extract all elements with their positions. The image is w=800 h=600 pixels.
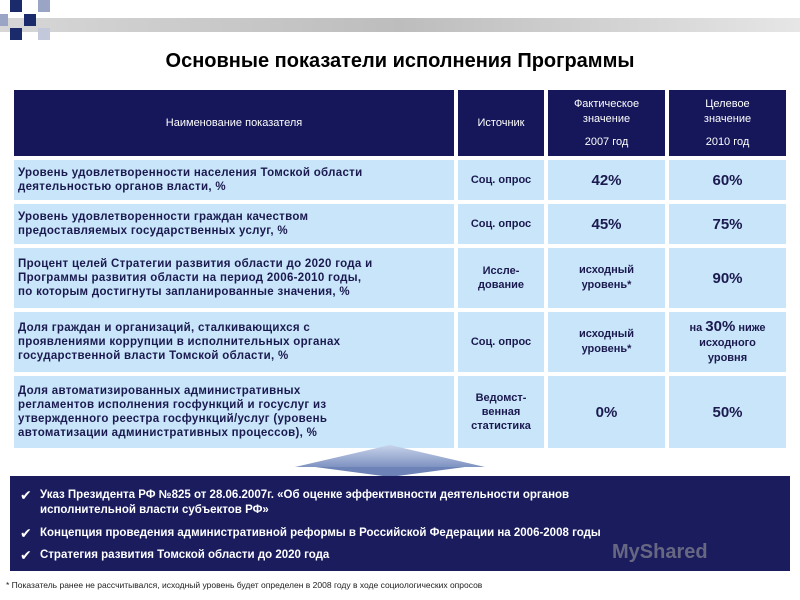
row-source: Ведомст- венная статистика xyxy=(458,376,544,448)
row-target: 50% xyxy=(669,376,786,448)
header-actual: Фактическое значение 2007 год xyxy=(548,90,665,156)
table-row xyxy=(14,248,786,308)
header-source: Источник xyxy=(458,90,544,156)
watermark-logo: MyShared xyxy=(612,541,708,563)
corner-squares-decor xyxy=(0,0,60,50)
table-header-row xyxy=(14,90,786,156)
header-name: Наименование показателя xyxy=(14,90,454,156)
row-actual: исходный уровень* xyxy=(548,312,665,372)
page-title: Основные показатели исполнения Программы xyxy=(165,50,635,72)
row-name: Доля граждан и организаций, сталкивающихся с проявлениями коррупции в исполнительных органах государственной власти Томской области, % xyxy=(14,312,454,372)
checkmark-icon: ✔ xyxy=(20,547,32,563)
table-row xyxy=(14,204,786,244)
row-name: Доля автоматизированных административных регламентов исполнения госфункций и госуслуг из утвержденного реестра госфункций/услуг (уровень автоматизации административных процессов), % xyxy=(14,376,454,448)
row-name: Уровень удовлетворенности граждан качеством предоставляемых государственных услуг, % xyxy=(14,204,454,244)
table-row xyxy=(14,376,786,448)
row-source: Соц. опрос xyxy=(458,204,544,244)
row-actual: 42% xyxy=(548,160,665,200)
row-source: Соц. опрос xyxy=(458,160,544,200)
table-row xyxy=(14,312,786,372)
row-target: 75% xyxy=(669,204,786,244)
row-name: Процент целей Стратегии развития области до 2020 года и Программы развития области на период 2006-2010 годы, по которым достигнуты запланированные значения, % xyxy=(14,248,454,308)
checkmark-icon: ✔ xyxy=(20,525,32,541)
row-target: 60% xyxy=(669,160,786,200)
legal-basis-box: ✔ Указ Президента РФ №825 от 28.06.2007г. «Об оценке эффективности деятельности органов исполнительной власти субъектов РФ» ✔ Концепция проведения административной реформы в Российской Федерации на 2006-2008 годы ✔ Стратегия развития Томской области до 2020 года xyxy=(10,476,790,571)
row-actual: 45% xyxy=(548,204,665,244)
footnote: * Показатель ранее не рассчитывался, исходный уровень будет определен в 2008 году в ходе социологических опросов xyxy=(6,580,483,590)
top-decor-bar xyxy=(0,18,800,32)
row-target: на 30% ниже исходного уровня xyxy=(669,312,786,372)
row-actual: 0% xyxy=(548,376,665,448)
row-actual: исходный уровень* xyxy=(548,248,665,308)
header-target: Целевое значение 2010 год xyxy=(669,90,786,156)
row-target: 90% xyxy=(669,248,786,308)
checkmark-icon: ✔ xyxy=(20,487,32,503)
indicators-table xyxy=(10,86,790,452)
row-source: Иссле- дование xyxy=(458,248,544,308)
down-arrow-icon xyxy=(295,445,485,477)
row-name: Уровень удовлетворенности населения Томской области деятельностью органов власти, % xyxy=(14,160,454,200)
table-row xyxy=(14,160,786,200)
row-source: Соц. опрос xyxy=(458,312,544,372)
